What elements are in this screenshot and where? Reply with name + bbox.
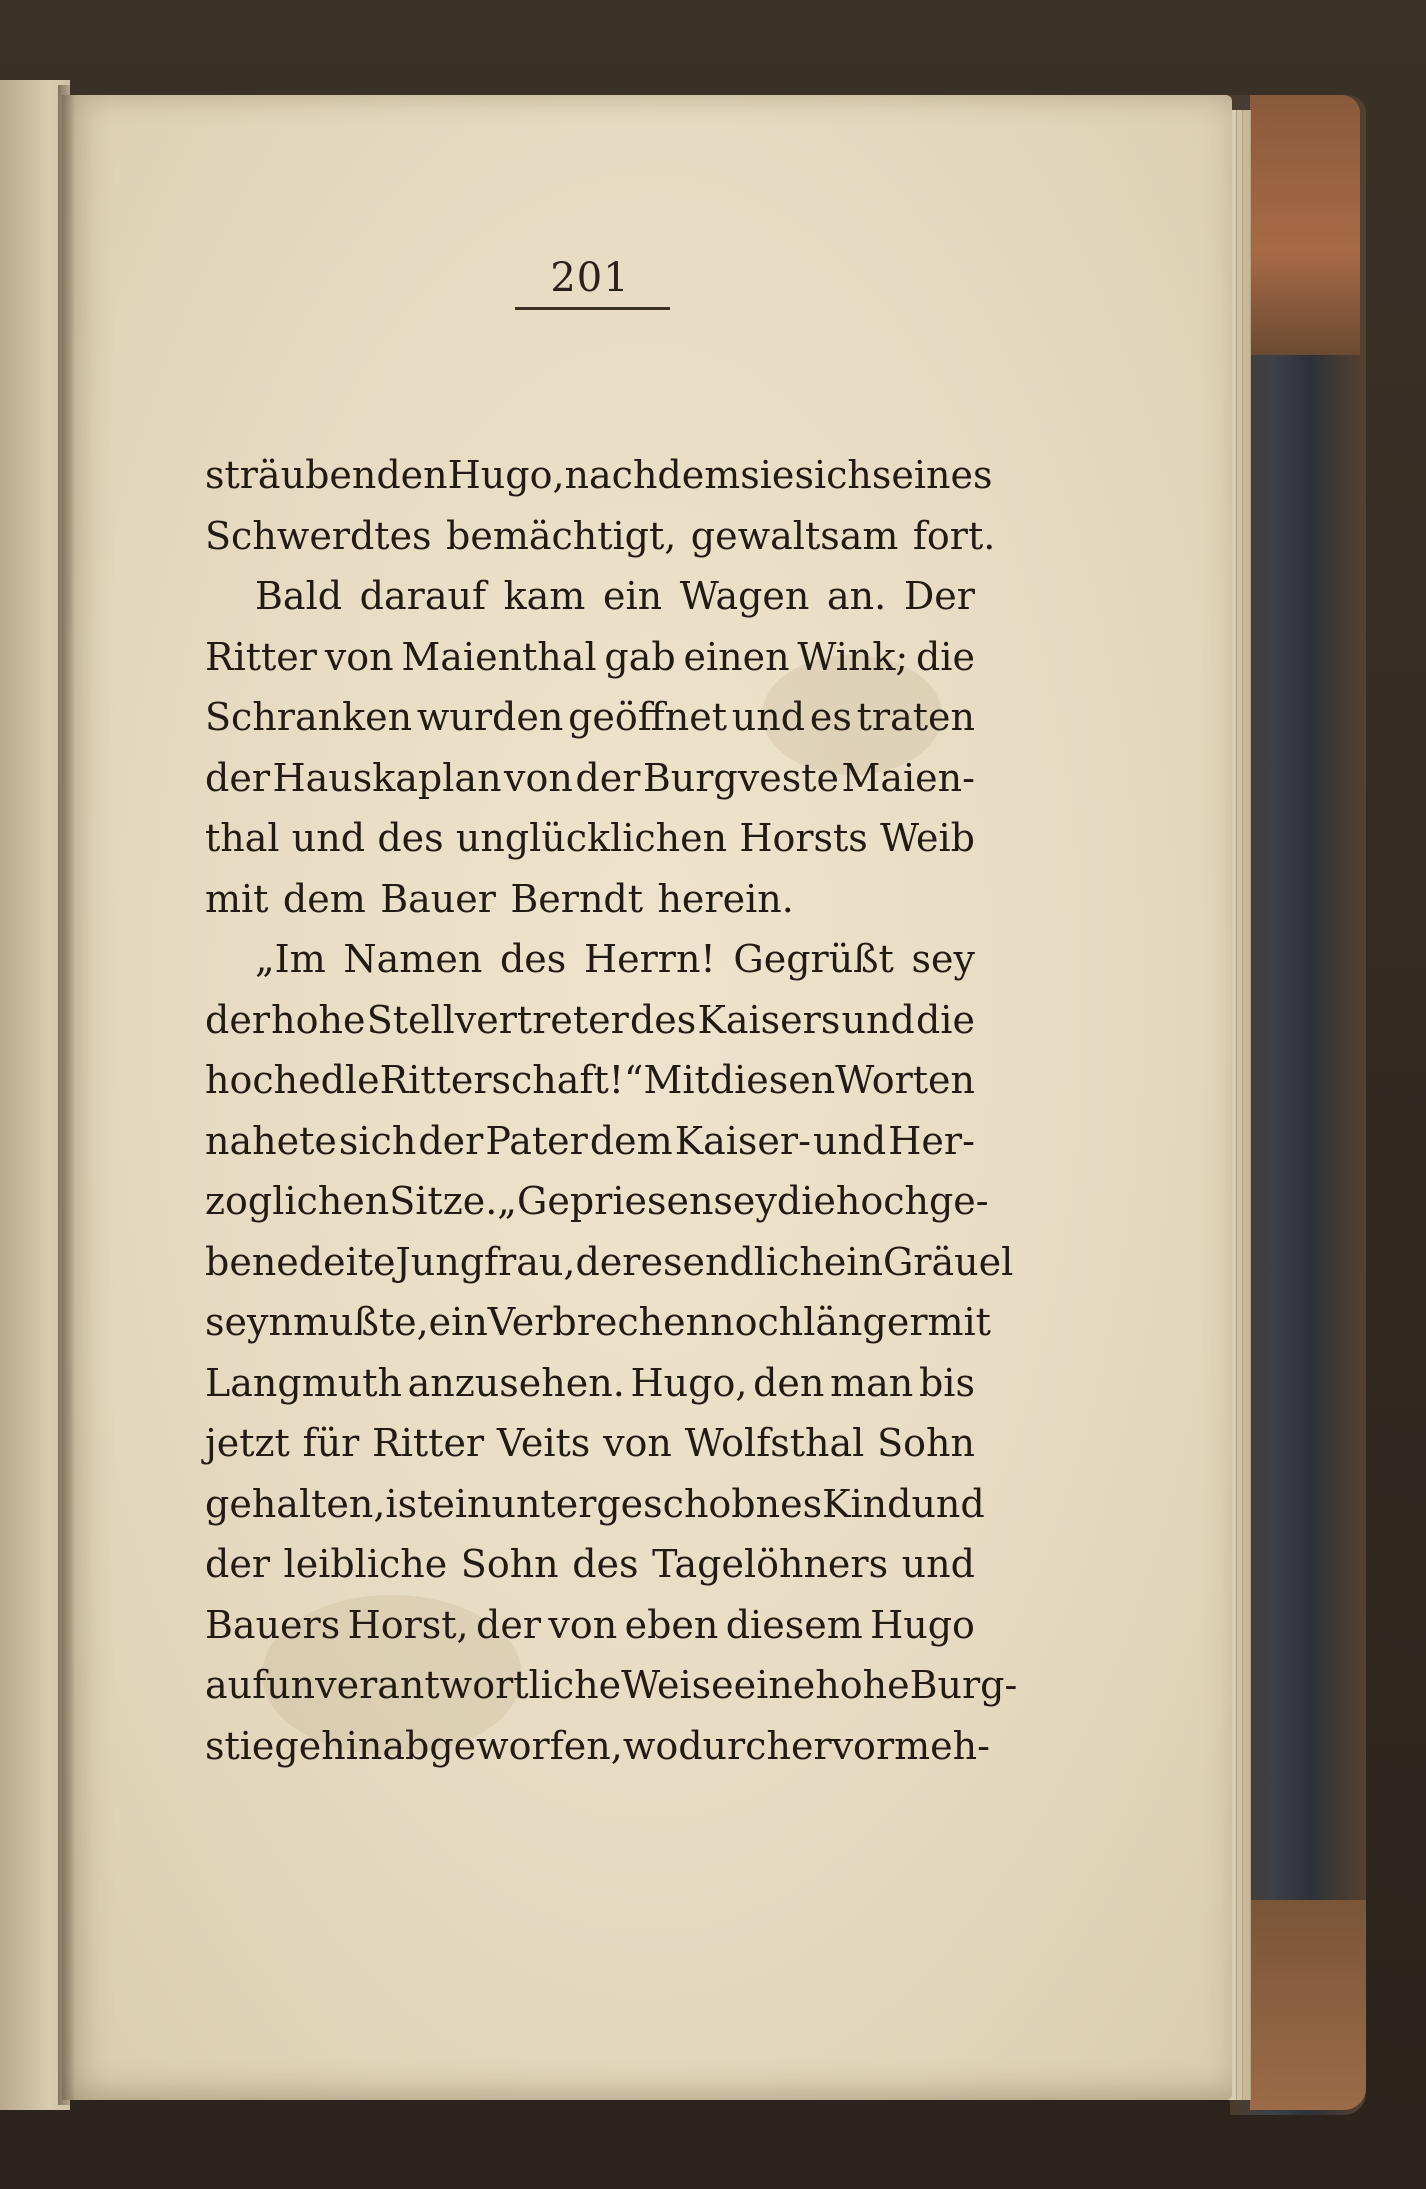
- word: untergeschobnes: [491, 1481, 823, 1526]
- word: endlich: [682, 1239, 824, 1284]
- word: Pater: [485, 1118, 588, 1163]
- text-line: [205, 506, 996, 567]
- book-gutter: [58, 85, 74, 2105]
- word: der: [205, 997, 270, 1042]
- word: darauf: [359, 574, 487, 619]
- word: er: [790, 1723, 832, 1768]
- word: Weise: [621, 1663, 734, 1708]
- word: ein: [602, 574, 663, 619]
- text-line: [205, 1292, 991, 1353]
- word: sey: [713, 1179, 777, 1224]
- text-line: [205, 1534, 975, 1595]
- word: wurden: [416, 695, 564, 740]
- word: sich: [338, 1118, 417, 1163]
- text-line: [205, 1353, 975, 1414]
- word: Horsts: [739, 816, 868, 861]
- word: seines: [871, 453, 993, 498]
- word: ein: [428, 1300, 488, 1345]
- word: gewaltsam: [690, 513, 899, 558]
- cover-corner-bottom: [1250, 1900, 1366, 2110]
- text-line: [205, 1595, 975, 1656]
- word: ein: [823, 1239, 883, 1284]
- word: und: [291, 816, 366, 861]
- word: auf: [205, 1663, 267, 1708]
- word: des: [629, 997, 697, 1042]
- word: zoglichen: [205, 1179, 390, 1224]
- text-line: [205, 869, 975, 930]
- word: ein: [432, 1481, 492, 1526]
- word: und: [911, 1481, 985, 1526]
- text-line: [205, 1050, 975, 1111]
- word: Ritter: [372, 1421, 485, 1466]
- text-line: [205, 1474, 985, 1535]
- word: bis: [918, 1360, 975, 1405]
- word: und: [841, 997, 915, 1042]
- word: eine: [733, 1663, 816, 1708]
- word: nahete: [205, 1118, 337, 1163]
- word: Worten: [835, 1058, 976, 1103]
- word: hohe: [815, 1663, 910, 1708]
- word: hochge-: [835, 1179, 989, 1224]
- word: der: [476, 1602, 541, 1647]
- word: unglücklichen: [455, 816, 728, 861]
- page-number: 201: [550, 255, 630, 301]
- word: Langmuth: [205, 1360, 402, 1405]
- word: mit: [205, 876, 269, 921]
- word: Sohn: [460, 1542, 559, 1587]
- word: sträubenden: [205, 453, 448, 498]
- word: Sitze.: [389, 1179, 498, 1224]
- word: hochedle: [205, 1058, 380, 1103]
- word: wodurch: [622, 1723, 791, 1768]
- word: unverantwortliche: [266, 1663, 622, 1708]
- word: Wagen: [679, 574, 810, 619]
- text-line: [205, 748, 975, 809]
- word: Bauer: [380, 876, 496, 921]
- word: hinabgeworfen,: [321, 1723, 623, 1768]
- word: bemächtigt,: [446, 513, 677, 558]
- word: der: [575, 1239, 641, 1284]
- text-line: [205, 808, 975, 869]
- word: gab: [604, 634, 676, 679]
- word: Kind: [822, 1481, 912, 1526]
- text-line: [205, 1171, 989, 1232]
- word: Verbrechen: [487, 1300, 711, 1345]
- text-line: [205, 627, 975, 688]
- word: Sohn: [877, 1421, 975, 1466]
- word: von: [548, 1602, 618, 1647]
- word: thal: [205, 816, 280, 861]
- word: dem: [282, 876, 366, 921]
- word: nachdem: [564, 453, 741, 498]
- word: diesen: [709, 1058, 836, 1103]
- word: herein.: [657, 876, 794, 921]
- text-line: [205, 1655, 1018, 1716]
- word: Schwerdtes: [205, 513, 432, 558]
- word: der: [418, 1118, 484, 1163]
- word: Gräuel: [882, 1239, 1014, 1284]
- word: Weib: [880, 816, 975, 861]
- word: die: [915, 634, 975, 679]
- word: des: [499, 937, 567, 982]
- word: mit: [927, 1300, 991, 1345]
- word: Wolfsthal: [684, 1421, 865, 1466]
- text-line: [205, 1111, 975, 1172]
- word: die: [776, 1179, 836, 1224]
- word: sich: [794, 453, 872, 498]
- word: Maienthal: [401, 634, 597, 679]
- word: anzusehen.: [407, 1360, 625, 1405]
- word: sey: [911, 937, 975, 982]
- text-line: [205, 1232, 1014, 1293]
- word: es: [640, 1239, 683, 1284]
- word: der: [575, 755, 641, 800]
- text-line: [205, 990, 975, 1051]
- word: die: [915, 997, 975, 1042]
- text-line: [205, 687, 975, 748]
- word: leibliche: [283, 1542, 448, 1587]
- word: noch: [710, 1300, 804, 1345]
- word: Bauers: [205, 1602, 341, 1647]
- word: Wink;: [797, 634, 909, 679]
- word: gehalten,: [205, 1481, 386, 1526]
- word: diesem: [725, 1602, 863, 1647]
- word: Berndt: [510, 876, 644, 921]
- word: hohe: [271, 997, 366, 1042]
- text-line: [205, 1716, 990, 1777]
- word: Mit: [643, 1058, 710, 1103]
- word: vor: [831, 1723, 895, 1768]
- word: Der: [903, 574, 975, 619]
- word: Hugo: [870, 1602, 975, 1647]
- word: fort.: [912, 513, 996, 558]
- word: der: [205, 755, 270, 800]
- word: Horst,: [347, 1602, 469, 1647]
- word: Ritter: [205, 634, 317, 679]
- word: der: [205, 1542, 270, 1587]
- word: Stellvertreter: [366, 997, 629, 1042]
- word: Maien-: [841, 755, 975, 800]
- word: eben: [624, 1602, 719, 1647]
- word: jetzt: [205, 1421, 290, 1466]
- word: Hugo,: [447, 453, 565, 498]
- word: des: [572, 1542, 639, 1587]
- cover-corner-top: [1250, 95, 1360, 355]
- word: man: [830, 1360, 914, 1405]
- word: Jungfrau,: [395, 1239, 576, 1284]
- word: von: [603, 1421, 672, 1466]
- word: traten: [856, 695, 975, 740]
- word: und: [812, 1118, 887, 1163]
- word: ist: [385, 1481, 433, 1526]
- word: von: [324, 634, 394, 679]
- word: für: [302, 1421, 360, 1466]
- header-rule: [515, 307, 670, 310]
- word: des: [377, 816, 444, 861]
- text-line: [205, 929, 975, 990]
- word: sie: [740, 453, 795, 498]
- word: Kaisers: [697, 997, 841, 1042]
- word: Her-: [888, 1118, 975, 1163]
- word: von: [504, 755, 573, 800]
- word: kam: [503, 574, 586, 619]
- word: meh-: [894, 1723, 990, 1768]
- word: Hugo,: [630, 1360, 748, 1405]
- body-text: [205, 445, 1018, 1776]
- word: Kaiser-: [674, 1118, 811, 1163]
- word: „Im: [255, 937, 326, 982]
- word: geöffnet: [568, 695, 728, 740]
- word: Herrn!: [583, 937, 716, 982]
- text-line: [205, 566, 975, 627]
- word: Burg-: [909, 1663, 1018, 1708]
- word: Bald: [255, 574, 343, 619]
- word: Namen: [343, 937, 483, 982]
- text-line: [205, 445, 993, 506]
- word: mußte,: [292, 1300, 429, 1345]
- word: an.: [827, 574, 887, 619]
- word: seyn: [205, 1300, 293, 1345]
- text-line: [205, 1413, 975, 1474]
- word: Hauskaplan: [272, 755, 502, 800]
- word: es: [809, 695, 852, 740]
- word: und: [731, 695, 806, 740]
- word: Ritterschaft!“: [379, 1058, 644, 1103]
- word: Burgveste: [642, 755, 839, 800]
- word: und: [901, 1542, 975, 1587]
- word: den: [753, 1360, 825, 1405]
- word: dem: [589, 1118, 673, 1163]
- word: Veits: [496, 1421, 591, 1466]
- word: länger: [803, 1300, 928, 1345]
- word: stiege: [205, 1723, 322, 1768]
- word: Tagelöhners: [652, 1542, 889, 1587]
- word: Schranken: [205, 695, 413, 740]
- word: Gegrüßt: [733, 937, 894, 982]
- word: „Gepriesen: [497, 1179, 714, 1224]
- word: einen: [683, 634, 790, 679]
- word: benedeite: [205, 1239, 396, 1284]
